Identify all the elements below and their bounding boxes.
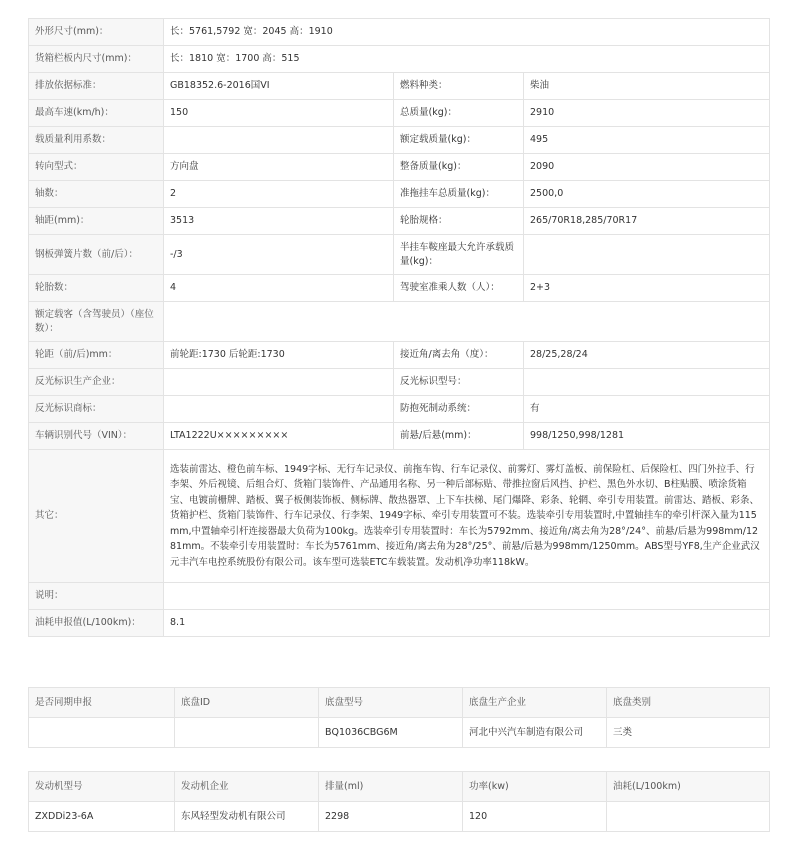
tire-spec-value: 265/70R18,285/70R17: [524, 208, 770, 235]
total-mass-value: 2910: [524, 100, 770, 127]
seats-label: 额定载客（含驾驶员）（座位数）：: [29, 302, 164, 342]
emission-value: GB18352.6-2016国VI: [164, 73, 394, 100]
max-speed-value: 150: [164, 100, 394, 127]
engine-header-displacement: 排量(ml): [319, 772, 463, 802]
springs-label: 钢板弹簧片数（前/后）：: [29, 235, 164, 275]
load-util-value: [164, 127, 394, 154]
chassis-header-sync: 是否同期申报: [29, 688, 175, 718]
engine-maker-value: 东风轻型发动机有限公司: [175, 802, 319, 832]
curb-mass-label: 整备质量(kg)：: [394, 154, 524, 181]
engine-displacement-value: 2298: [319, 802, 463, 832]
engine-model-value: ZXDDi23-6A: [29, 802, 175, 832]
note-label: 说明：: [29, 583, 164, 610]
outer-size-value: 长：5761,5792 宽：2045 高：1910: [164, 19, 770, 46]
chassis-id-value: [175, 718, 319, 748]
max-speed-label: 最高车速(km/h)：: [29, 100, 164, 127]
spec-row-springs: [29, 235, 770, 275]
wheelbase-label: 轴距(mm)：: [29, 208, 164, 235]
tire-spec-label: 轮胎规格：: [394, 208, 524, 235]
rated-load-value: 495: [524, 127, 770, 154]
outer-size-label: 外形尺寸(mm)：: [29, 19, 164, 46]
fuel-consumption-value: 8.1: [164, 610, 770, 637]
vin-label: 车辆识别代号（VIN）：: [29, 423, 164, 450]
trailer-mass-value: 2500,0: [524, 181, 770, 208]
spec-row-load-util: [29, 127, 770, 154]
saddle-load-value: [524, 235, 770, 275]
engine-header-fuel: 油耗(L/100km): [607, 772, 770, 802]
cargo-size-value: 长：1810 宽：1700 高：515: [164, 46, 770, 73]
tires-value: 4: [164, 275, 394, 302]
emission-label: 排放依据标准：: [29, 73, 164, 100]
chassis-header-model: 底盘型号: [319, 688, 463, 718]
engine-header-model: 发动机型号: [29, 772, 175, 802]
track-label: 轮距（前/后)mm：: [29, 342, 164, 369]
spec-row-tires: [29, 275, 770, 302]
total-mass-label: 总质量(kg)：: [394, 100, 524, 127]
cargo-size-label: 货箱栏板内尺寸(mm)：: [29, 46, 164, 73]
reflect-maker-label: 反光标识生产企业：: [29, 369, 164, 396]
chassis-sync-value: [29, 718, 175, 748]
abs-label: 防抱死制动系统：: [394, 396, 524, 423]
reflect-maker-value: [164, 369, 394, 396]
chassis-class-value: 三类: [607, 718, 770, 748]
chassis-header-maker: 底盘生产企业: [463, 688, 607, 718]
spec-row-steering: [29, 154, 770, 181]
engine-power-value: 120: [463, 802, 607, 832]
spec-row-wheelbase: [29, 208, 770, 235]
seats-value: [164, 302, 770, 342]
spec-row-other: [29, 450, 770, 583]
spec-row-seats: [29, 302, 770, 342]
engine-header-maker: 发动机企业: [175, 772, 319, 802]
note-value: [164, 583, 770, 610]
chassis-header-id: 底盘ID: [175, 688, 319, 718]
engine-header-row: [29, 772, 770, 802]
abs-value: 有: [524, 396, 770, 423]
spec-row-track: [29, 342, 770, 369]
chassis-header-row: [29, 688, 770, 718]
reflect-brand-label: 反光标识商标：: [29, 396, 164, 423]
axles-value: 2: [164, 181, 394, 208]
spec-row-note: [29, 583, 770, 610]
approach-angle-value: 28/25,28/24: [524, 342, 770, 369]
other-label: 其它：: [29, 450, 164, 583]
spec-row-emission: [29, 73, 770, 100]
fuel-type-label: 燃料种类：: [394, 73, 524, 100]
spec-row-cargo-size: [29, 46, 770, 73]
spec-row-max-speed: [29, 100, 770, 127]
vin-value: LTA1222U×××××××××: [164, 423, 394, 450]
wheelbase-value: 3513: [164, 208, 394, 235]
reflect-model-label: 反光标识型号：: [394, 369, 524, 396]
curb-mass-value: 2090: [524, 154, 770, 181]
spec-row-vin: [29, 423, 770, 450]
chassis-model-value: BQ1036CBG6M: [319, 718, 463, 748]
spec-row-outer-size: [29, 19, 770, 46]
spec-row-axles: [29, 181, 770, 208]
saddle-load-label: 半挂车鞍座最大允许承载质量(kg)：: [394, 235, 524, 275]
reflect-model-value: [524, 369, 770, 396]
overhang-label: 前悬/后悬(mm)：: [394, 423, 524, 450]
cab-seats-value: 2+3: [524, 275, 770, 302]
engine-table: [28, 771, 770, 832]
approach-angle-label: 接近角/离去角（度）：: [394, 342, 524, 369]
chassis-header-class: 底盘类别: [607, 688, 770, 718]
engine-header-power: 功率(kw): [463, 772, 607, 802]
springs-value: -/3: [164, 235, 394, 275]
fuel-type-value: 柴油: [524, 73, 770, 100]
spec-table: [28, 18, 770, 637]
track-value: 前轮距:1730 后轮距:1730: [164, 342, 394, 369]
engine-fuel-value: [607, 802, 770, 832]
cab-seats-label: 驾驶室准乘人数（人）：: [394, 275, 524, 302]
overhang-value: 998/1250,998/1281: [524, 423, 770, 450]
rated-load-label: 额定载质量(kg)：: [394, 127, 524, 154]
trailer-mass-label: 准拖挂车总质量(kg)：: [394, 181, 524, 208]
chassis-table: [28, 687, 770, 748]
load-util-label: 载质量利用系数：: [29, 127, 164, 154]
spec-row-reflect-maker: [29, 369, 770, 396]
chassis-data-row: [29, 718, 770, 748]
fuel-consumption-label: 油耗申报值(L/100km)：: [29, 610, 164, 637]
engine-data-row: [29, 802, 770, 832]
steering-label: 转向型式：: [29, 154, 164, 181]
axles-label: 轴数：: [29, 181, 164, 208]
reflect-brand-value: [164, 396, 394, 423]
tires-label: 轮胎数：: [29, 275, 164, 302]
spec-row-fuel: [29, 610, 770, 637]
chassis-maker-value: 河北中兴汽车制造有限公司: [463, 718, 607, 748]
other-value: 选装前雷达、橙色前车标、1949字标、无行车记录仪、前拖车钩、行车记录仪、前雾灯、雾灯盖板、前保险杠、后保险杠、四门外拉手、行李架、外后视镜、后组合灯、货箱门装饰件、产品通用名称、另一种后部标贴、带推拉窗后风挡、护栏、黑色外水切、B柱贴膜、喷涂货箱宝、电镀前栅牌、踏板、翼子板侧装饰板、侧标牌、散热器罩、上下车扶梯、尾门爆降、彩条、轮辋、牵引专用装置。前雷达、踏板、彩条、货箱护栏、货箱门装饰件、行车记录仪、行李架、1949字标、牵引专用装置可不装。选装牵引专用装置时,中置轴挂车的牵引杆深入量为115mm,中置轴牵引杆连接器最大负荷为100kg。选装牵引专用装置时：车长为5792mm、接近角/离去角为28°/24°、前悬/后悬为998mm/1281mm。不装牵引专用装置时：车长为5761mm、接近角/离去角为28°/25°、前悬/后悬为998mm/1250mm。ABS型号YF8,生产企业武汉元丰汽车电控系统股份有限公司。该车型可选装ETC车载装置。发动机净功率118kW。: [164, 450, 770, 583]
steering-value: 方向盘: [164, 154, 394, 181]
spec-row-reflect-brand: [29, 396, 770, 423]
